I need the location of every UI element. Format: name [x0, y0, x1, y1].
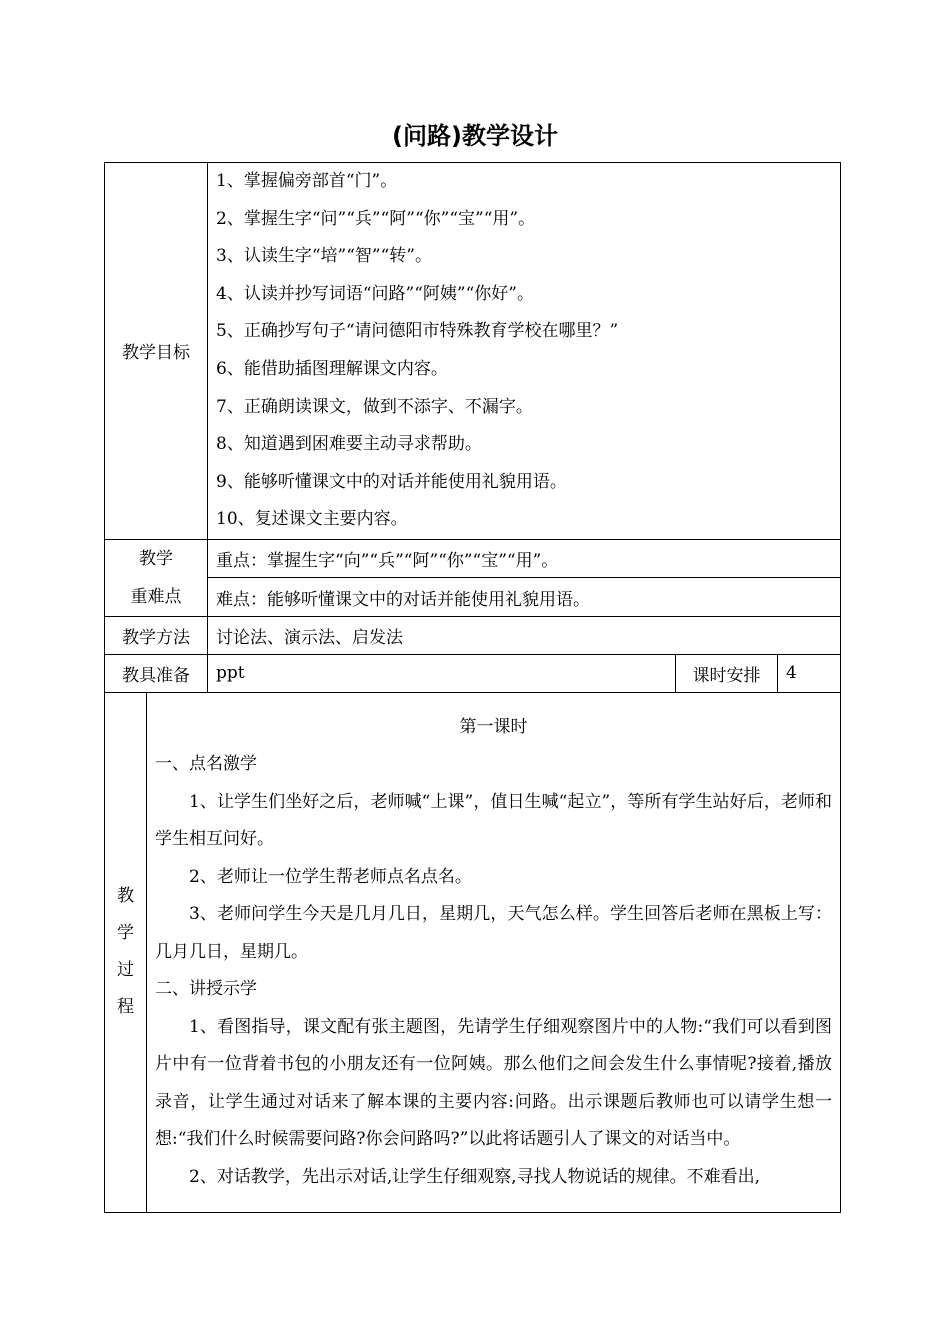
methods-row: [105, 616, 841, 654]
objective-item: 6、能借助插图理解课文内容。: [216, 358, 448, 379]
key-difficult-label-line2: 重难点: [130, 586, 182, 607]
objective-item: 8、知道遇到困难要主动寻求帮助。: [216, 434, 482, 455]
methods-label: 教学方法: [105, 616, 208, 654]
process-content: [147, 692, 841, 1212]
objectives-label: 教学目标: [105, 163, 208, 540]
objective-item: 10、复述课文主要内容。: [216, 509, 408, 530]
objective-item: 3、认读生字“培”“智”“转”。: [216, 246, 432, 267]
tools-label: 教具准备: [105, 654, 208, 692]
process-paragraph: 2、对话教学，先出示对话,让学生仔细观察,寻找人物说话的规律。不难看出,: [189, 1166, 761, 1187]
page-title: (问路)教学设计: [392, 122, 558, 150]
objective-item: 7、正确朗读课文，做到不添字、不漏字。: [216, 396, 533, 417]
process-label-char: 学: [117, 923, 134, 944]
hours-value: 4: [778, 654, 841, 692]
key-point-row: [105, 539, 841, 578]
process-paragraph: 2、老师让一位学生帮老师点名点名。: [189, 866, 472, 887]
section-heading: 二、讲授示学: [155, 979, 257, 1000]
objective-item: 5、正确抄写句子“请问德阳市特殊教育学校在哪里？”: [216, 321, 619, 342]
lesson-heading: 第一课时: [459, 716, 528, 737]
objective-item: 1、掌握偏旁部首“门”。: [216, 171, 398, 191]
process-paragraph: 1、让学生们坐好之后，老师喊“上课”，值日生喊“起立”，等所有学生站好后，老师和学生相互问好。: [155, 791, 832, 850]
tools-row: [105, 654, 841, 692]
difficult-point: 难点：能够听懂课文中的对话并能使用礼貌用语。: [208, 578, 841, 617]
objective-item: 4、认读并抄写词语“问路”“阿姨”“你好”。: [216, 283, 534, 304]
objectives-row: [105, 163, 841, 540]
objectives-list: [208, 163, 841, 540]
objective-item: 2、掌握生字“问”“兵”“阿”“你”“宝”“用”。: [216, 208, 536, 229]
key-difficult-label: [105, 539, 208, 616]
section-heading: 一、点名激学: [155, 754, 257, 775]
tools-value: ppt: [208, 654, 676, 692]
process-label-char: 教: [117, 886, 134, 907]
objective-item: 9、能够听懂课文中的对话并能使用礼貌用语。: [216, 471, 567, 492]
process-paragraph: 1、看图指导，课文配有张主题图，先请学生仔细观察图片中的人物:“我们可以看到图片中有一位背着书包的小朋友还有一位阿姨。那么他们之间会发生什么事情呢?接着,播放录音，让学生通过对话来了解本课的主要内容:问路。出示课题后教师也可以请学生想一想:“我们什么时候需要问路?你会问路吗?”以此将话题引人了课文的对话当中。: [155, 1016, 832, 1150]
process-label: [105, 692, 147, 1212]
process-paragraph: 3、老师问学生今天是几月几日，星期几，天气怎么样。学生回答后老师在黑板上写：几月几日，星期几。: [155, 904, 832, 962]
process-label-char: 过: [117, 960, 134, 981]
difficult-point-row: [105, 578, 841, 617]
lesson-plan-table: [104, 162, 841, 1213]
key-difficult-label-line1: 教学: [139, 548, 173, 569]
process-row: [105, 692, 841, 1212]
methods-value: 讨论法、演示法、启发法: [208, 616, 841, 654]
hours-label: 课时安排: [676, 654, 778, 692]
key-point: 重点：掌握生字“向”“兵”“阿”“你”“宝”“用”。: [208, 539, 841, 578]
process-label-char: 程: [117, 997, 134, 1018]
